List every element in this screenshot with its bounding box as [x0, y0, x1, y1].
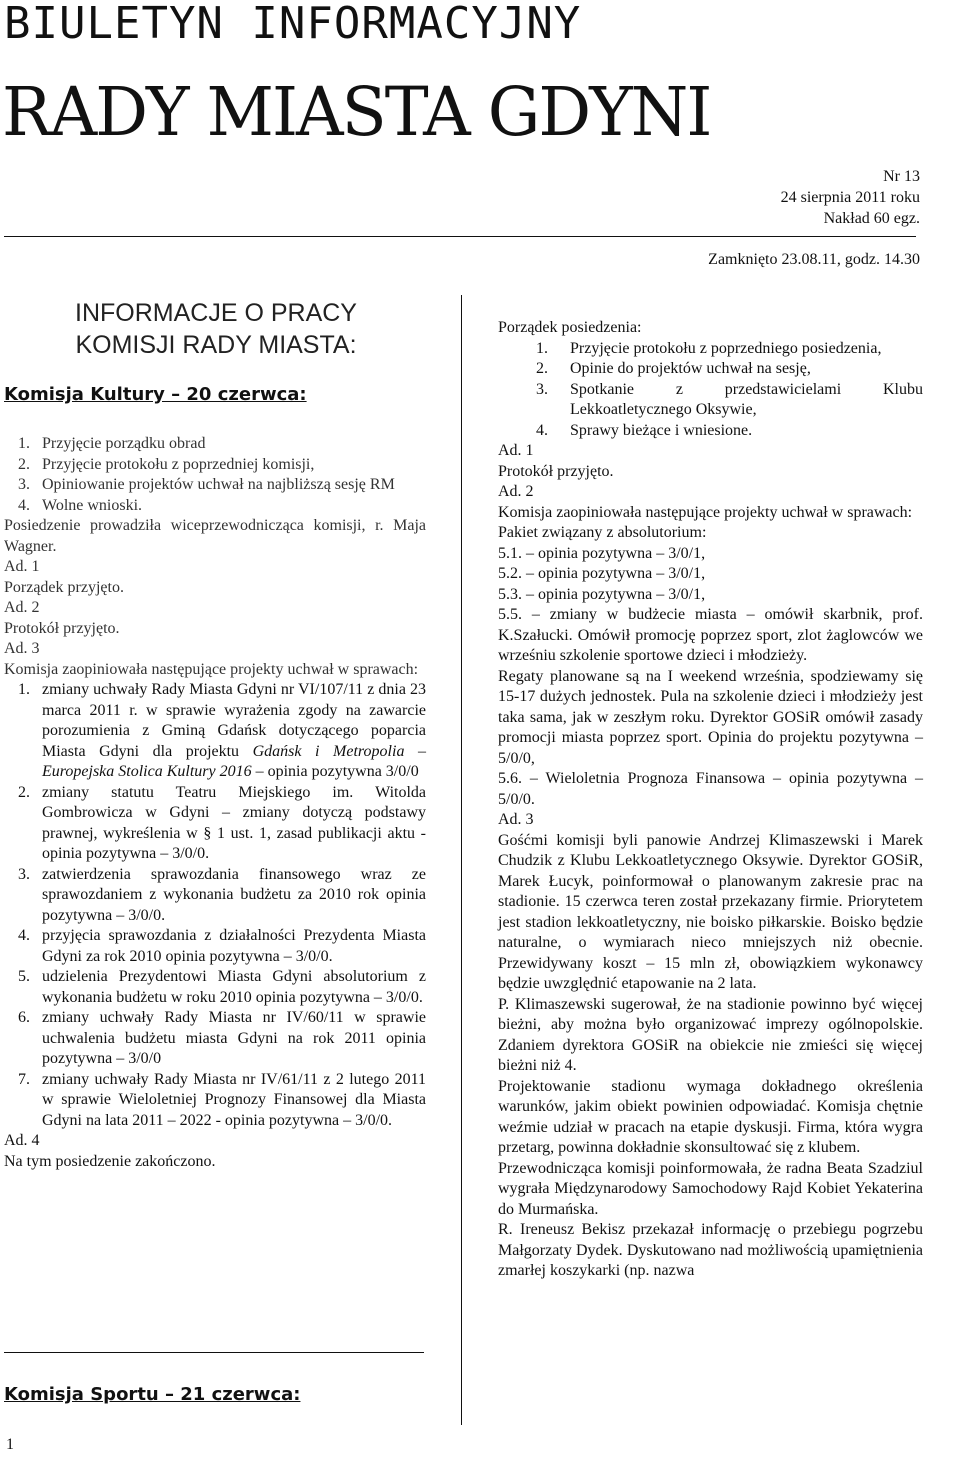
agenda-title: Porządek posiedzenia:	[498, 319, 642, 336]
list-item: 4. Wolne wnioski.	[18, 496, 143, 514]
ad2-label: Ad. 2	[498, 483, 534, 500]
list-item: 1. Przyjęcie protokołu z poprzedniego posiedzenia,	[536, 339, 882, 357]
resolutions-list	[4, 680, 426, 1131]
list-item: 7. zmiany uchwały Rady Miasta nr IV/61/11 z 2 lutego 2011 w sprawie Wieloletniej Prognozy Finansowej dla Miasta Gdyni na lata 2011 – 2022 - opinia pozytywna – 3/0/0.	[18, 1070, 426, 1129]
list-item: 3. Spotkanie z przedstawicielami Klubu Lekkoatletycznego Oksywie,	[536, 380, 923, 418]
page-number: 1	[6, 1436, 14, 1453]
paragraph-stadium-project: Projektowanie stadionu wymaga dokładnego określenia warunków, jakim obiekt powinien odpowiadać. Komisja chętnie weźmie udział w pracach na etapie dyskusji. Firma, która wygra przetarg, powinna dokładnie skonsultować się z klubem.	[498, 1077, 923, 1156]
ad2-text: Protokół przyjęto.	[4, 619, 120, 637]
culture-committee-body	[4, 434, 426, 1172]
list-item: 4. przyjęcia sprawozdania z działalności Prezydenta Miasta Gdyni za rok 2010 opinia pozytywna – 3/0/0.	[18, 927, 426, 965]
item-5-2: 5.2. – opinia pozytywna – 3/0/1,	[498, 565, 706, 582]
committee-culture-heading: Komisja Kultury – 20 czerwca:	[4, 384, 307, 405]
issue-number: Nr 13	[883, 168, 920, 185]
item-5-6: 5.6. – Wieloletnia Prognoza Finansowa – opinia pozytywna – 5/0/0.	[498, 770, 923, 808]
issue-date: 24 sierpnia 2011 roku	[780, 189, 920, 206]
list-item: 3. Opiniowanie projektów uchwał na najbliższą sesję RM	[18, 476, 395, 493]
paragraph-chair-info: Przewodnicząca komisji poinformowała, że radna Beata Szadziul wygrała Międzynarodowy Samochodowy Rajd Kobiet Yekaterina do Murmańska.	[498, 1159, 923, 1218]
section-title-2: KOMISJI RADY MIASTA:	[75, 331, 357, 359]
list-item: 6. zmiany uchwały Rady Miasta nr IV/60/11 w sprawie uchwalenia budżetu miasta Gdyni na rok 2011 opinia pozytywna – 3/0/0	[18, 1009, 426, 1067]
circulation: Nakład 60 egz.	[823, 210, 920, 227]
ad3-text: Komisja zaopiniowała następujące projekty uchwał w sprawach:	[4, 660, 419, 678]
ad2-text: Komisja zaopiniowała następujące projekty uchwał w sprawach:	[498, 503, 913, 521]
ad1-label: Ad. 1	[498, 442, 534, 459]
paragraph-klimaszewski: P. Klimaszewski sugerował, że na stadionie powinno być więcej bieżni, aby można było organizować imprezy ogólnopolskie. Zdaniem dyrektora GOSiR na obiekcie nie zmieści się więcej bieżni niż 4.	[498, 995, 923, 1074]
list-item: 4. Sprawy bieżące i wniesione.	[536, 421, 753, 439]
header-divider	[4, 236, 916, 237]
list-item: 5. udzielenia Prezydentowi Miasta Gdyni absolutorium z wykonania budżetu w roku 2010 opinia pozytywna – 3/0/0.	[18, 968, 426, 1006]
ad1-text: Protokół przyjęto.	[498, 462, 614, 480]
chair-note: Posiedzenie prowadziła wiceprzewodnicząca komisji, r. Maja Wagner.	[4, 517, 426, 555]
culture-agenda-list	[4, 434, 426, 516]
section-title-1: INFORMACJE O PRACY	[75, 299, 357, 327]
committee-sport-heading: Komisja Sportu – 21 czerwca:	[4, 1384, 301, 1405]
list-item: 2. Opinie do projektów uchwał na sesję,	[536, 360, 811, 377]
section-divider	[4, 1352, 424, 1353]
ad3-label: Ad. 3	[498, 811, 534, 828]
list-item: 1. Przyjęcie porządku obrad	[18, 435, 206, 452]
column-divider	[461, 295, 462, 1425]
ad3-label: Ad. 3	[4, 640, 40, 657]
paragraph-guests: Gośćmi komisji byli panowie Andrzej Klimaszewski i Marek Chudzik z Klubu Lekkoatletycznego Oksywie. Dyrektor GOSiR, Marek Łucyk, poinformował o planowanym zakresie prac na stadionie. 15 czerwca teren został przekazany firmie. Priorytetem jest stadion lekkoatletyczny, nie boisko piłkarskie. Boisko będzie naturalne, o wymiarach nieco mniejszych niż obecnie. Przewidywany koszt – 15 mln zł, obowiązkiem wykonawcy będzie uwzględnić etapowanie na 2 lata.	[498, 831, 923, 992]
item-5-5: 5.5. – zmiany w budżecie miasta – omówił skarbnik, prof. K.Szałucki. Omówił promocję poprzez sport, zlot żaglowców we wrześniu szkolenie sportowe dzieci i młodzieży.	[498, 606, 923, 664]
closed-date: Zamknięto 23.08.11, godz. 14.30	[708, 251, 920, 268]
ad2-label: Ad. 2	[4, 599, 40, 616]
ad1-label: Ad. 1	[4, 558, 40, 575]
list-item: 1. zmiany uchwały Rady Miasta Gdyni nr VI/107/11 z dnia 23 marca 2011 r. w sprawie wyrażenia zgody na zawarcie porozumienia z Gminą Gdańsk dotyczącego poparcia Miasta Gdyni dla projektu Gdańsk i Metropolia – Europejska Stolica Kultury 2016 – opinia pozytywna 3/0/0	[18, 681, 426, 780]
ad4-text: Na tym posiedzenie zakończono.	[4, 1152, 216, 1170]
ad4-label: Ad. 4	[4, 1132, 40, 1149]
item-5-3: 5.3. – opinia pozytywna – 3/0/1,	[498, 585, 706, 603]
paragraph-regatta: Regaty planowane są na I weekend września, spodziewamy się 15-17 dużych jednostek. Pula na szkolenie dzieci i młodzieży jest taka sama, jak w zeszłym roku. Dyrektor GOSiR omówił zasady promocji miasta poprzez sport. Opinia do projektu pozytywna – 5/0/0,	[498, 667, 923, 767]
bulletin-title-line2: RADY MIASTA GDYNI	[2, 73, 711, 151]
list-item: 2. zmiany statutu Teatru Miejskiego im. Witolda Gombrowicza w Gdyni – zmiany dotyczą podstawy prawnej, wykreślenia w § 1 ust. 1, zasad publikacji aktu - opinia pozytywna – 3/0/0.	[18, 783, 426, 862]
list-item: 2. Przyjęcie protokołu z poprzedniej komisji,	[18, 455, 315, 473]
bulletin-title-line1: BIULETYN INFORMACYJNY	[4, 0, 582, 49]
sport-committee-body	[498, 318, 923, 1282]
ad1-text: Porządek przyjęto.	[4, 578, 124, 596]
sport-agenda-list	[498, 339, 923, 442]
item-5-1: 5.1. – opinia pozytywna – 3/0/1,	[498, 544, 706, 562]
package-label: Pakiet związany z absolutorium:	[498, 524, 707, 541]
list-item: 3. zatwierdzenia sprawozdania finansowego wraz ze sprawozdaniem z wykonania budżetu za 2010 rok opinia pozytywna – 3/0/0.	[18, 865, 426, 924]
paragraph-bekisz: R. Ireneusz Bekisz przekazał informację o przebiegu pogrzebu Małgorzaty Dydek. Dyskutowano nad możliwością upamiętnienia zmarłej koszykarki (np. nazwa	[498, 1221, 923, 1279]
